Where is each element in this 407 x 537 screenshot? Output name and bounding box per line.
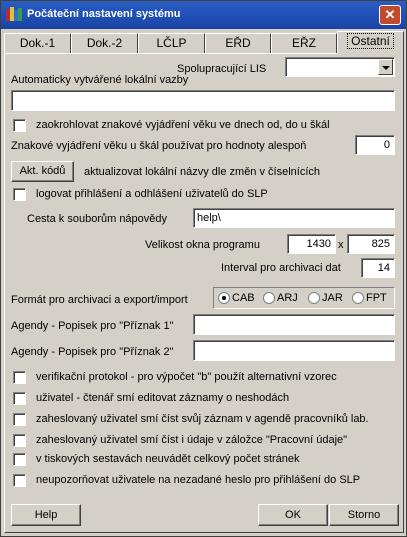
tab-label: Dok.-1 — [19, 36, 56, 50]
tab-label: LČLP — [156, 36, 187, 50]
format-radio-group — [213, 287, 395, 309]
tab-erz[interactable] — [271, 33, 337, 53]
window-title: Počáteční nastavení systému — [27, 8, 181, 20]
lis-combobox[interactable] — [285, 57, 395, 77]
okno-sirka-input[interactable]: 1430 — [287, 234, 336, 254]
help-button[interactable] — [11, 504, 81, 526]
agendy2-input[interactable] — [193, 340, 395, 361]
lis-label: Spolupracující LIS — [177, 63, 267, 75]
storno-button-label: Storno — [347, 509, 381, 521]
zaokrouhlovat-label: zaokrohlovat znakové vyjádření věku ve dnech od, do u škál — [36, 119, 330, 131]
cesta-input[interactable]: help\ — [193, 208, 395, 228]
tab-lclp[interactable] — [138, 33, 205, 53]
tab-label: EŘD — [225, 36, 251, 50]
pracovni-udaje-checkbox[interactable] — [13, 434, 26, 447]
znakove-vyjadreni-input[interactable]: 0 — [355, 135, 395, 155]
logovat-label: logovat přihlášení a odhlášení uživatelů do SLP — [36, 188, 268, 200]
ok-button[interactable] — [258, 504, 328, 526]
format-radio-jar[interactable] — [308, 292, 320, 304]
format-radio-fpt[interactable] — [352, 292, 364, 304]
format-archivace-label: Formát pro archivaci a export/import — [11, 294, 188, 306]
verifikacni-label: verifikační protokol - pro výpočet "b" použít alternativní vzorec — [36, 371, 337, 383]
zaznam-agenda-label: zaheslovaný uživatel smí číst svůj záznam v agendě pracovníků lab. — [36, 413, 369, 425]
tab-panel-ostatni — [4, 53, 404, 533]
agendy1-label: Agendy - Popisek pro "Příznak 1" — [11, 320, 174, 332]
nezadane-heslo-checkbox[interactable] — [13, 474, 26, 487]
agendy2-label: Agendy - Popisek pro "Příznak 2" — [11, 346, 174, 358]
pocet-stranek-checkbox[interactable] — [13, 453, 26, 466]
format-radio-cab[interactable] — [218, 292, 230, 304]
akt-kodu-label: aktualizovat lokální názvy dle změn v číselnících — [84, 166, 321, 178]
verifikacni-checkbox[interactable] — [13, 371, 26, 384]
title-bar — [1, 1, 406, 29]
format-label-jar: JAR — [322, 292, 343, 304]
close-button[interactable] — [379, 5, 401, 25]
agendy1-input[interactable] — [193, 314, 395, 335]
velikost-okna-label: Velikost okna programu — [145, 239, 260, 251]
interval-label: Interval pro archivaci dat — [221, 262, 341, 274]
cesta-label: Cesta k souborům nápovědy — [27, 213, 168, 225]
format-label-cab: CAB — [232, 292, 255, 304]
format-label-arj: ARJ — [277, 292, 298, 304]
format-label-fpt: FPT — [366, 292, 387, 304]
velikost-separator: x — [338, 239, 344, 251]
ok-button-label: OK — [285, 509, 301, 521]
tab-label: Ostatní — [347, 33, 394, 49]
interval-input[interactable]: 14 — [361, 258, 395, 278]
help-button-label: Help — [34, 509, 58, 521]
akt-kodu-button[interactable]: Akt. kódů — [11, 161, 74, 182]
app-icon — [6, 7, 22, 21]
pocet-stranek-label: v tiskových sestavách neuvádět celkový počet stránek — [36, 453, 300, 465]
storno-button[interactable] — [329, 504, 399, 526]
okno-vyska-input[interactable]: 825 — [347, 234, 395, 254]
nezadane-heslo-label: neupozorňovat uživatele na nezadané heslo pro přihlášení do SLP — [36, 474, 361, 486]
tab-dok-1[interactable] — [4, 33, 71, 53]
znakove-vyjadreni-label: Znakové vyjádření věku u škál používat pro hodnoty alespoň — [11, 140, 307, 152]
auto-vazby-input[interactable] — [11, 90, 395, 111]
tab-strip — [4, 31, 404, 53]
zaokrouhlovat-checkbox[interactable] — [13, 119, 26, 132]
tab-label: EŘZ — [292, 36, 316, 50]
auto-vazby-label: Automaticky vytvářené lokální vazby — [11, 74, 189, 86]
tab-ostatni[interactable] — [337, 31, 404, 54]
pracovni-udaje-label: zaheslovaný uživatel smí číst i údaje v záložce "Pracovní údaje" — [36, 434, 348, 446]
chevron-down-icon[interactable] — [378, 59, 393, 75]
format-radio-arj[interactable] — [263, 292, 275, 304]
close-icon: ✕ — [384, 7, 396, 22]
ctenar-label: uživatel - čtenář smí editovat záznamy o neshodách — [36, 392, 290, 404]
tab-label: Dok.-2 — [86, 36, 123, 50]
zaznam-agenda-checkbox[interactable] — [13, 413, 26, 426]
tab-erd[interactable] — [205, 33, 271, 53]
logovat-checkbox[interactable] — [13, 188, 26, 201]
ctenar-checkbox[interactable] — [13, 392, 26, 405]
tab-dok-2[interactable] — [71, 33, 138, 53]
